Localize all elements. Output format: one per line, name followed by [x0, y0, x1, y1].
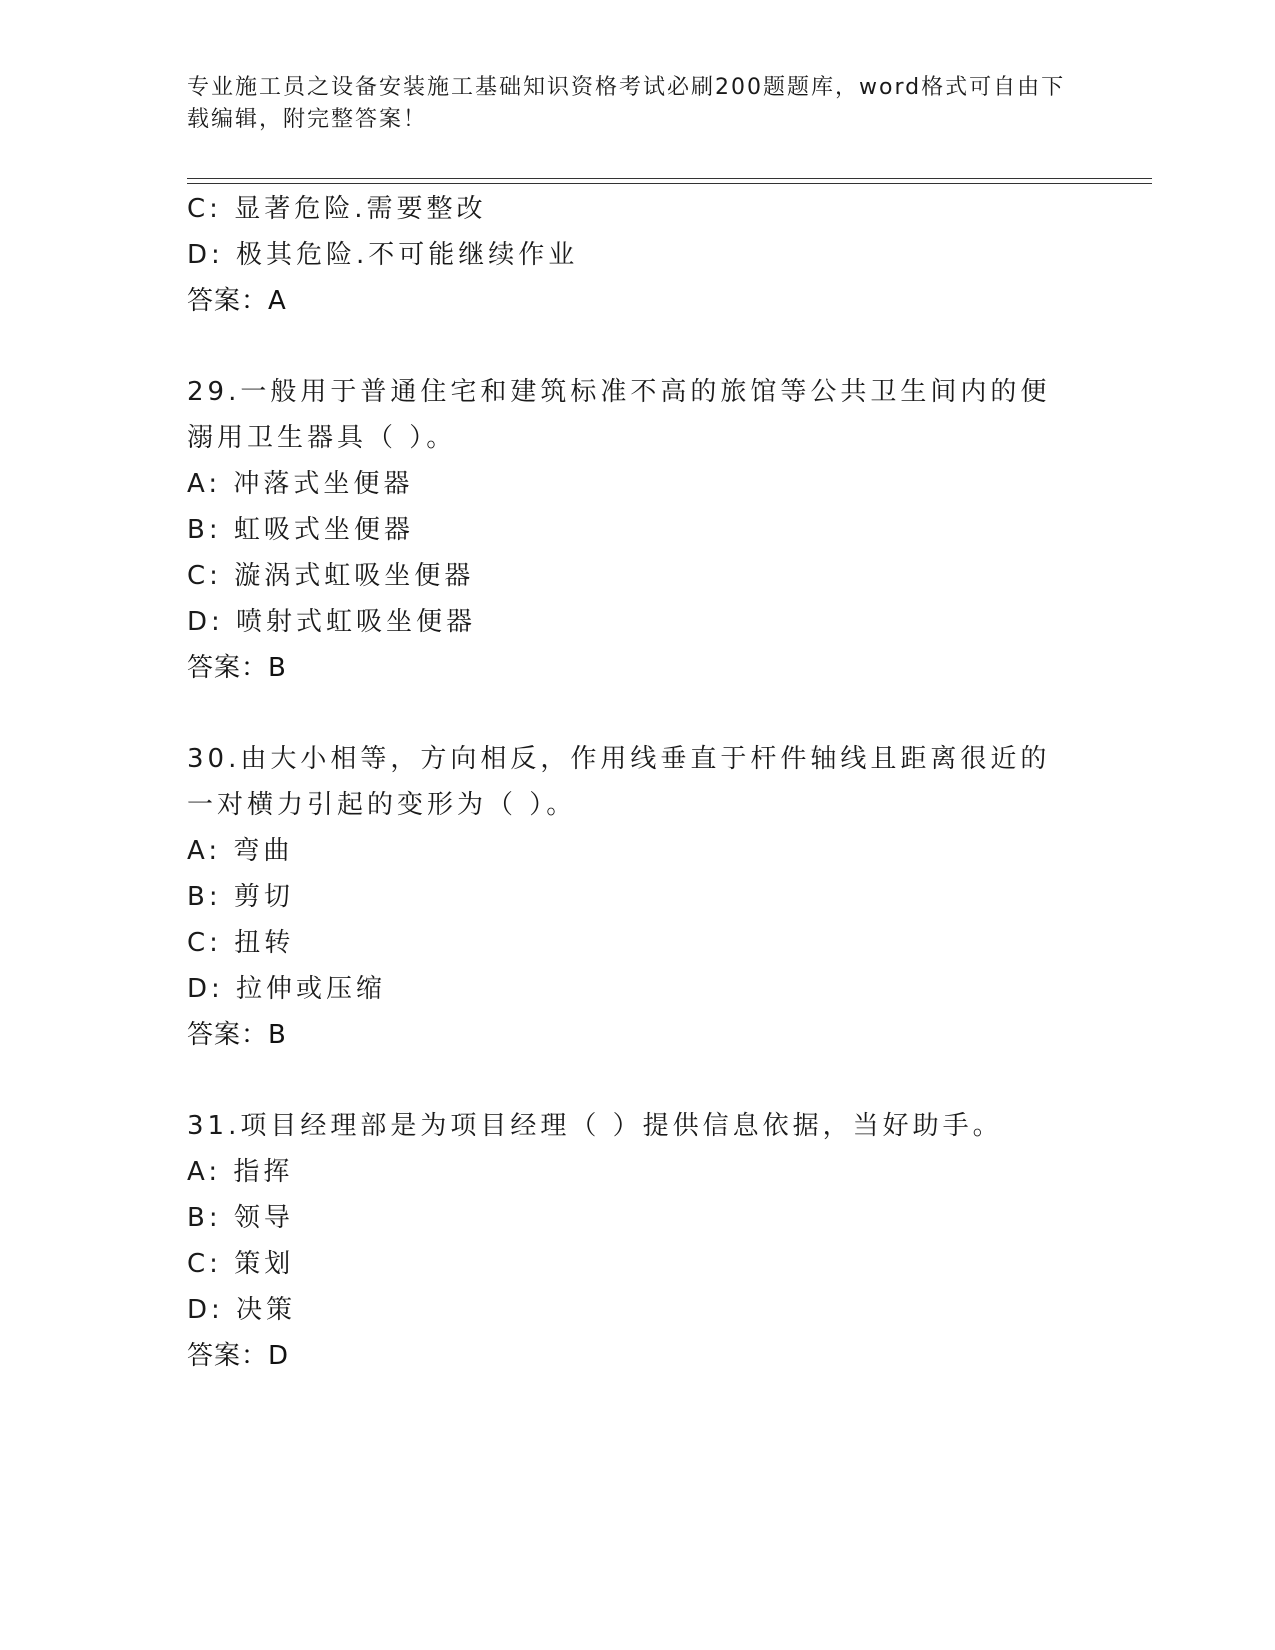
option-line [187, 1195, 1087, 1241]
option-label: C: [187, 1249, 222, 1279]
option-label: D: [187, 607, 224, 637]
answer-label: 答案： [187, 653, 269, 683]
option-label: C: [187, 194, 222, 224]
option-text: 漩涡式虹吸坐便器 [234, 561, 475, 591]
question-block [187, 369, 1087, 691]
header-divider-bottom [187, 183, 1152, 184]
option-text: 指挥 [233, 1157, 294, 1187]
answer-line [187, 645, 1087, 691]
spacer [187, 1058, 1087, 1103]
option-line [187, 507, 1087, 553]
option-line [187, 599, 1087, 645]
option-label: A: [187, 469, 222, 499]
option-text: 决策 [236, 1295, 297, 1325]
answer-value: D [268, 1341, 290, 1371]
answer-value: A [268, 286, 287, 316]
question-list [187, 186, 1087, 1379]
option-label: B: [187, 515, 222, 545]
option-line [187, 966, 1087, 1012]
option-text: 虹吸式坐便器 [233, 515, 414, 545]
option-line [187, 553, 1087, 599]
document-header-title: 专业施工员之设备安装施工基础知识资格考试必刷200题题库，word格式可自由下载编辑，附完整答案！ [187, 75, 1066, 132]
option-text: 剪切 [233, 882, 294, 912]
option-text: 策划 [234, 1249, 295, 1279]
question-text: 30.由大小相等，方向相反，作用线垂直于杆件轴线且距离很近的一对横力引起的变形为（ ）。 [187, 744, 1051, 820]
answer-line [187, 278, 1087, 324]
header-divider-top [187, 178, 1152, 179]
option-text: 显著危险.需要整改 [234, 194, 487, 224]
answer-value: B [268, 653, 287, 683]
option-text: 弯曲 [233, 836, 294, 866]
option-label: D: [187, 240, 224, 270]
option-label: B: [187, 1203, 222, 1233]
question-text: 29.一般用于普通住宅和建筑标准不高的旅馆等公共卫生间内的便溺用卫生器具（ ）。 [187, 377, 1051, 453]
option-line [187, 232, 1087, 278]
answer-line [187, 1333, 1087, 1379]
spacer [187, 691, 1087, 736]
spacer [187, 324, 1087, 369]
answer-value: B [268, 1020, 287, 1050]
option-text: 拉伸或压缩 [236, 974, 387, 1004]
option-line [187, 1241, 1087, 1287]
option-label: B: [187, 882, 222, 912]
option-text: 极其危险.不可能继续作业 [236, 240, 579, 270]
answer-label: 答案： [187, 1020, 269, 1050]
previous-question-tail [187, 186, 1087, 324]
answer-label: 答案： [187, 286, 269, 316]
option-line [187, 1149, 1087, 1195]
question-text: 31.项目经理部是为项目经理（ ）提供信息依据，当好助手。 [187, 1111, 1003, 1141]
option-line [187, 1287, 1087, 1333]
option-line [187, 920, 1087, 966]
option-text: 冲落式坐便器 [233, 469, 414, 499]
option-label: A: [187, 1157, 222, 1187]
option-text: 扭转 [234, 928, 295, 958]
option-label: C: [187, 561, 222, 591]
answer-line [187, 1012, 1087, 1058]
option-label: D: [187, 1295, 224, 1325]
question-block [187, 1103, 1087, 1379]
question-block [187, 736, 1087, 1058]
option-label: C: [187, 928, 222, 958]
option-label: D: [187, 974, 224, 1004]
answer-label: 答案： [187, 1341, 269, 1371]
option-line [187, 874, 1087, 920]
option-text: 喷射式虹吸坐便器 [236, 607, 477, 637]
option-text: 领导 [233, 1203, 294, 1233]
option-line [187, 186, 1087, 232]
option-line [187, 461, 1087, 507]
option-line [187, 828, 1087, 874]
option-label: A: [187, 836, 222, 866]
